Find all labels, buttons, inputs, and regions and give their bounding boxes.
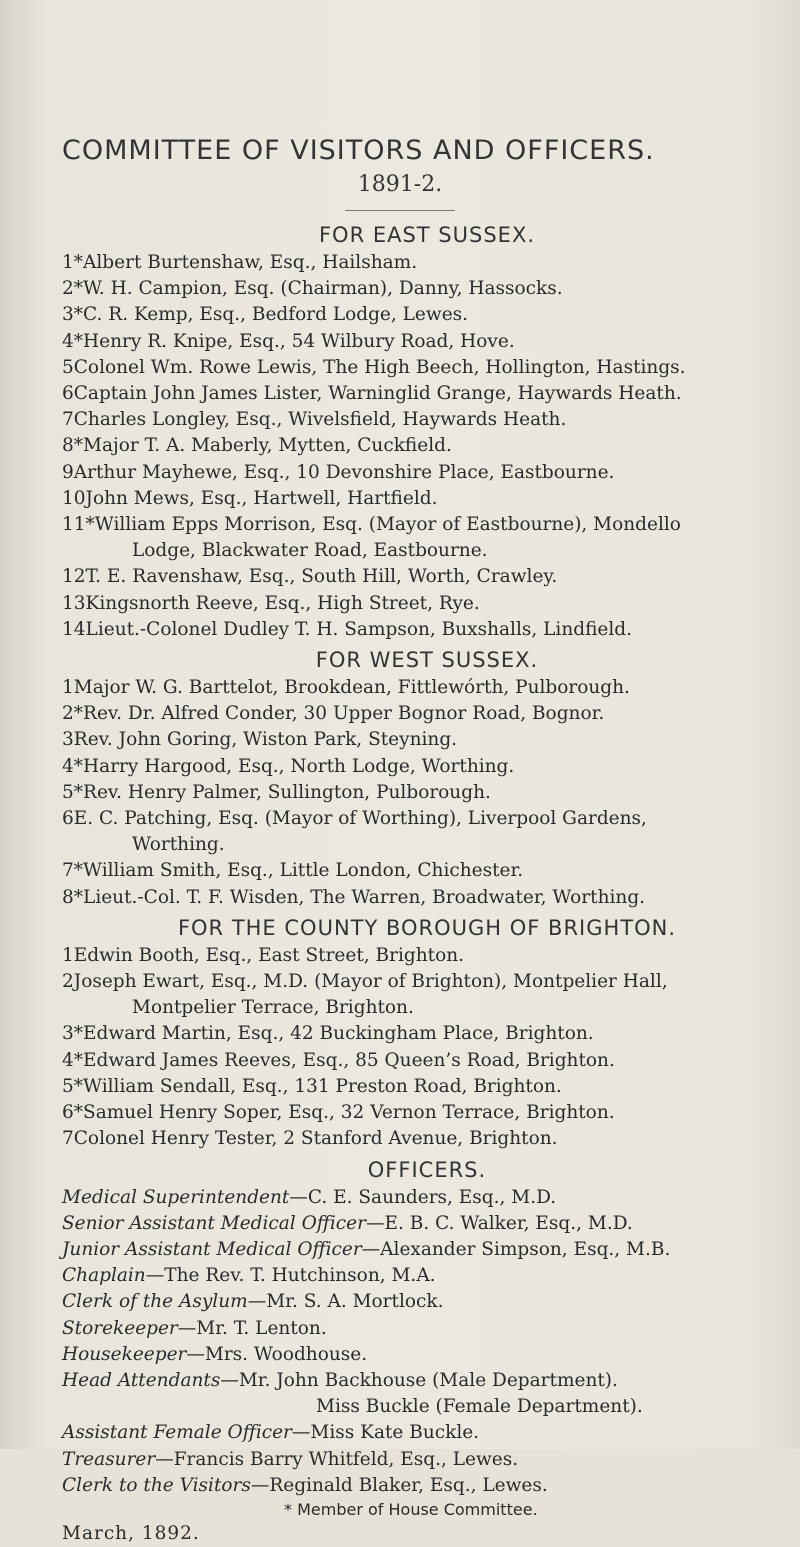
entry-text: Arthur Mayhewe, Esq., 10 Devonshire Place, Eastbourne. (73, 461, 615, 483)
officer-role: Medical Superintendent (62, 1186, 290, 1208)
officer-role: Housekeeper (62, 1343, 187, 1365)
entry-text: Edward James Reeves, Esq., 85 Queen’s Road, Brighton. (83, 1049, 615, 1071)
list-item (62, 995, 792, 1021)
list-item (62, 276, 792, 302)
officer-name: —Mrs. Woodhouse. (186, 1343, 368, 1365)
list-item (62, 407, 792, 433)
entry-number: 3 (62, 729, 74, 751)
entry-number: 1 (62, 677, 74, 699)
officer-row (62, 1237, 792, 1263)
entry-text: Lieut.-Col. T. F. Wisden, The Warren, Broadwater, Worthing. (83, 886, 646, 908)
entry-number: 8* (62, 886, 84, 908)
entry-text: John Mews, Esq., Hartwell, Hartfield. (85, 487, 438, 509)
officer-row (62, 1289, 792, 1315)
entry-text: William Smith, Esq., Little London, Chichester. (83, 860, 524, 882)
entry-text: C. R. Kemp, Esq., Bedford Lodge, Lewes. (83, 304, 469, 326)
list-item (62, 832, 792, 858)
entry-text: Worthing. (132, 834, 225, 856)
officer-row (62, 1394, 792, 1420)
officer-role: Chaplain (62, 1265, 146, 1287)
officer-name: —Mr. S. A. Mortlock. (247, 1291, 444, 1313)
entry-text: Lodge, Blackwater Road, Eastbourne. (132, 540, 488, 562)
entry-text: Harry Hargood, Esq., North Lodge, Worthing. (83, 755, 515, 777)
list-item (62, 1126, 792, 1152)
entry-text: Major W. G. Barttelot, Brookdean, Fittlewórth, Pulborough. (73, 677, 630, 699)
list-item (62, 701, 792, 727)
officer-role: Head Attendants (62, 1369, 221, 1391)
entry-number: 4* (62, 755, 84, 777)
list-item (62, 617, 792, 643)
entry-number: 6 (62, 383, 74, 405)
entry-text: Rev. Dr. Alfred Conder, 30 Upper Bognor Road, Bognor. (83, 703, 605, 725)
entry-number: 1* (62, 252, 84, 273)
list-item (62, 780, 792, 806)
entry-text: Albert Burtenshaw, Esq., Hailsham. (83, 252, 418, 273)
list-item (62, 486, 792, 512)
entry-number: 13 (62, 592, 86, 614)
officer-row (62, 1342, 792, 1368)
west-sussex-list (62, 675, 792, 911)
officer-role: Junior Assistant Medical Officer (62, 1238, 362, 1260)
entry-number: 7 (62, 1128, 74, 1150)
list-item (62, 381, 792, 407)
list-item (62, 885, 792, 911)
officer-name: Miss Buckle (Female Department). (316, 1396, 643, 1418)
entry-text: Captain John James Lister, Warninglid Grange, Haywards Heath. (73, 383, 682, 405)
officer-name: —Francis Barry Whitfeld, Esq., Lewes. (155, 1448, 519, 1470)
officer-row (62, 1263, 792, 1289)
entry-text: Montpelier Terrace, Brighton. (132, 997, 414, 1019)
page-title: COMMITTEE OF VISITORS AND OFFICERS. (62, 135, 655, 166)
list-item (62, 302, 792, 328)
list-item (62, 727, 792, 753)
entry-text: E. C. Patching, Esq. (Mayor of Worthing), Liverpool Gardens, (73, 808, 647, 830)
officer-row (62, 1447, 792, 1473)
list-item (62, 460, 792, 486)
entry-number: 10 (62, 487, 86, 509)
list-item (62, 591, 792, 617)
entry-number: 7 (62, 409, 74, 431)
list-item (62, 754, 792, 780)
divider (345, 210, 455, 211)
officer-row (62, 1473, 792, 1499)
page-year: 1891-2. (357, 172, 443, 197)
entry-number: 9 (62, 461, 74, 483)
entry-number: 6 (62, 808, 74, 830)
list-item (62, 355, 792, 381)
officer-row (62, 1185, 792, 1211)
officer-name: —Reginald Blaker, Esq., Lewes. (250, 1474, 548, 1496)
entry-text: William Epps Morrison, Esq. (Mayor of Eastbourne), Mondello (94, 514, 681, 536)
entry-text: Edward Martin, Esq., 42 Buckingham Place, Brighton. (83, 1023, 594, 1045)
entry-number: 2* (62, 703, 84, 725)
entry-number: 11* (62, 514, 95, 536)
section-heading-officers: OFFICERS. (367, 1157, 487, 1182)
section-heading-west-sussex: FOR WEST SUSSEX. (315, 648, 539, 673)
list-item (62, 806, 792, 832)
list-item (62, 1100, 792, 1126)
list-item (62, 564, 792, 590)
entry-text: Major T. A. Maberly, Mytten, Cuckfield. (83, 435, 452, 457)
entry-number: 12 (62, 566, 86, 588)
entry-number: 2* (62, 278, 84, 300)
entry-number: 6* (62, 1102, 84, 1124)
entry-text: W. H. Campion, Esq. (Chairman), Danny, Hassocks. (83, 278, 563, 300)
entry-number: 4* (62, 330, 84, 352)
list-item (62, 943, 792, 969)
entry-number: 5 (62, 356, 74, 378)
entry-number: 7* (62, 860, 84, 882)
list-item (62, 858, 792, 884)
list-item (62, 538, 792, 564)
east-sussex-list (62, 250, 792, 643)
document-body (62, 218, 792, 1547)
entry-number: 3* (62, 1023, 84, 1045)
officer-row (62, 1420, 792, 1446)
entry-number: 3* (62, 304, 84, 326)
list-item (62, 1074, 792, 1100)
section-heading-brighton: FOR THE COUNTY BOROUGH OF BRIGHTON. (177, 915, 677, 940)
officer-name: —Alexander Simpson, Esq., M.B. (361, 1238, 671, 1260)
list-item (62, 1021, 792, 1047)
entry-number: 2 (62, 971, 74, 993)
entry-number: 5* (62, 1075, 84, 1097)
officer-role: Clerk of the Asylum (62, 1291, 248, 1313)
list-item (62, 1048, 792, 1074)
entry-text: Henry R. Knipe, Esq., 54 Wilbury Road, Hove. (83, 330, 515, 352)
brighton-list (62, 943, 792, 1153)
entry-number: 4* (62, 1049, 84, 1071)
entry-number: 5* (62, 781, 84, 803)
document-date: March, 1892. (62, 1522, 200, 1544)
officer-row (62, 1316, 792, 1342)
entry-text: Edwin Booth, Esq., East Street, Brighton. (73, 944, 465, 966)
officer-name: —Miss Kate Buckle. (291, 1422, 480, 1444)
officer-name: —Mr. T. Lenton. (177, 1317, 327, 1339)
entry-number: 1 (62, 944, 74, 966)
list-item (62, 329, 792, 355)
entry-text: Lieut.-Colonel Dudley T. H. Sampson, Buxshalls, Lindfield. (85, 618, 633, 640)
entry-text: Rev. John Goring, Wiston Park, Steyning. (73, 729, 458, 751)
entry-text: Rev. Henry Palmer, Sullington, Pulborough. (83, 781, 491, 803)
officers-list (62, 1185, 792, 1499)
entry-text: Joseph Ewart, Esq., M.D. (Mayor of Brighton), Montpelier Hall, (73, 971, 668, 993)
officer-role: Senior Assistant Medical Officer (62, 1212, 366, 1234)
footnote: * Member of House Committee. (284, 1499, 538, 1519)
officer-role: Clerk to the Visitors (62, 1474, 251, 1496)
officer-role: Treasurer (62, 1448, 156, 1470)
list-item (62, 512, 792, 538)
entry-text: T. E. Ravenshaw, Esq., South Hill, Worth, Crawley. (85, 566, 558, 588)
entry-text: William Sendall, Esq., 131 Preston Road, Brighton. (83, 1075, 562, 1097)
officer-role: Storekeeper (62, 1317, 178, 1339)
list-item (62, 675, 792, 701)
officer-name: —E. B. C. Walker, Esq., M.D. (365, 1212, 633, 1234)
entry-text: Charles Longley, Esq., Wivelsfield, Haywards Heath. (73, 409, 567, 431)
officer-name: —Mr. John Backhouse (Male Department). (220, 1369, 618, 1391)
entry-text: Colonel Henry Tester, 2 Stanford Avenue, Brighton. (73, 1128, 558, 1150)
list-item (62, 250, 792, 276)
entry-text: Kingsnorth Reeve, Esq., High Street, Rye. (85, 592, 480, 614)
officer-name: —C. E. Saunders, Esq., M.D. (289, 1186, 557, 1208)
entry-number: 14 (62, 618, 86, 640)
officer-row (62, 1368, 792, 1394)
list-item (62, 433, 792, 459)
officer-role: Assistant Female Officer (62, 1422, 292, 1444)
entry-number: 8* (62, 435, 84, 457)
list-item (62, 969, 792, 995)
officer-row (62, 1211, 792, 1237)
section-heading-east-sussex: FOR EAST SUSSEX. (318, 223, 536, 247)
officer-name: —The Rev. T. Hutchinson, M.A. (145, 1265, 436, 1287)
entry-text: Colonel Wm. Rowe Lewis, The High Beech, Hollington, Hastings. (73, 356, 686, 378)
entry-text: Samuel Henry Soper, Esq., 32 Vernon Terrace, Brighton. (83, 1102, 615, 1124)
